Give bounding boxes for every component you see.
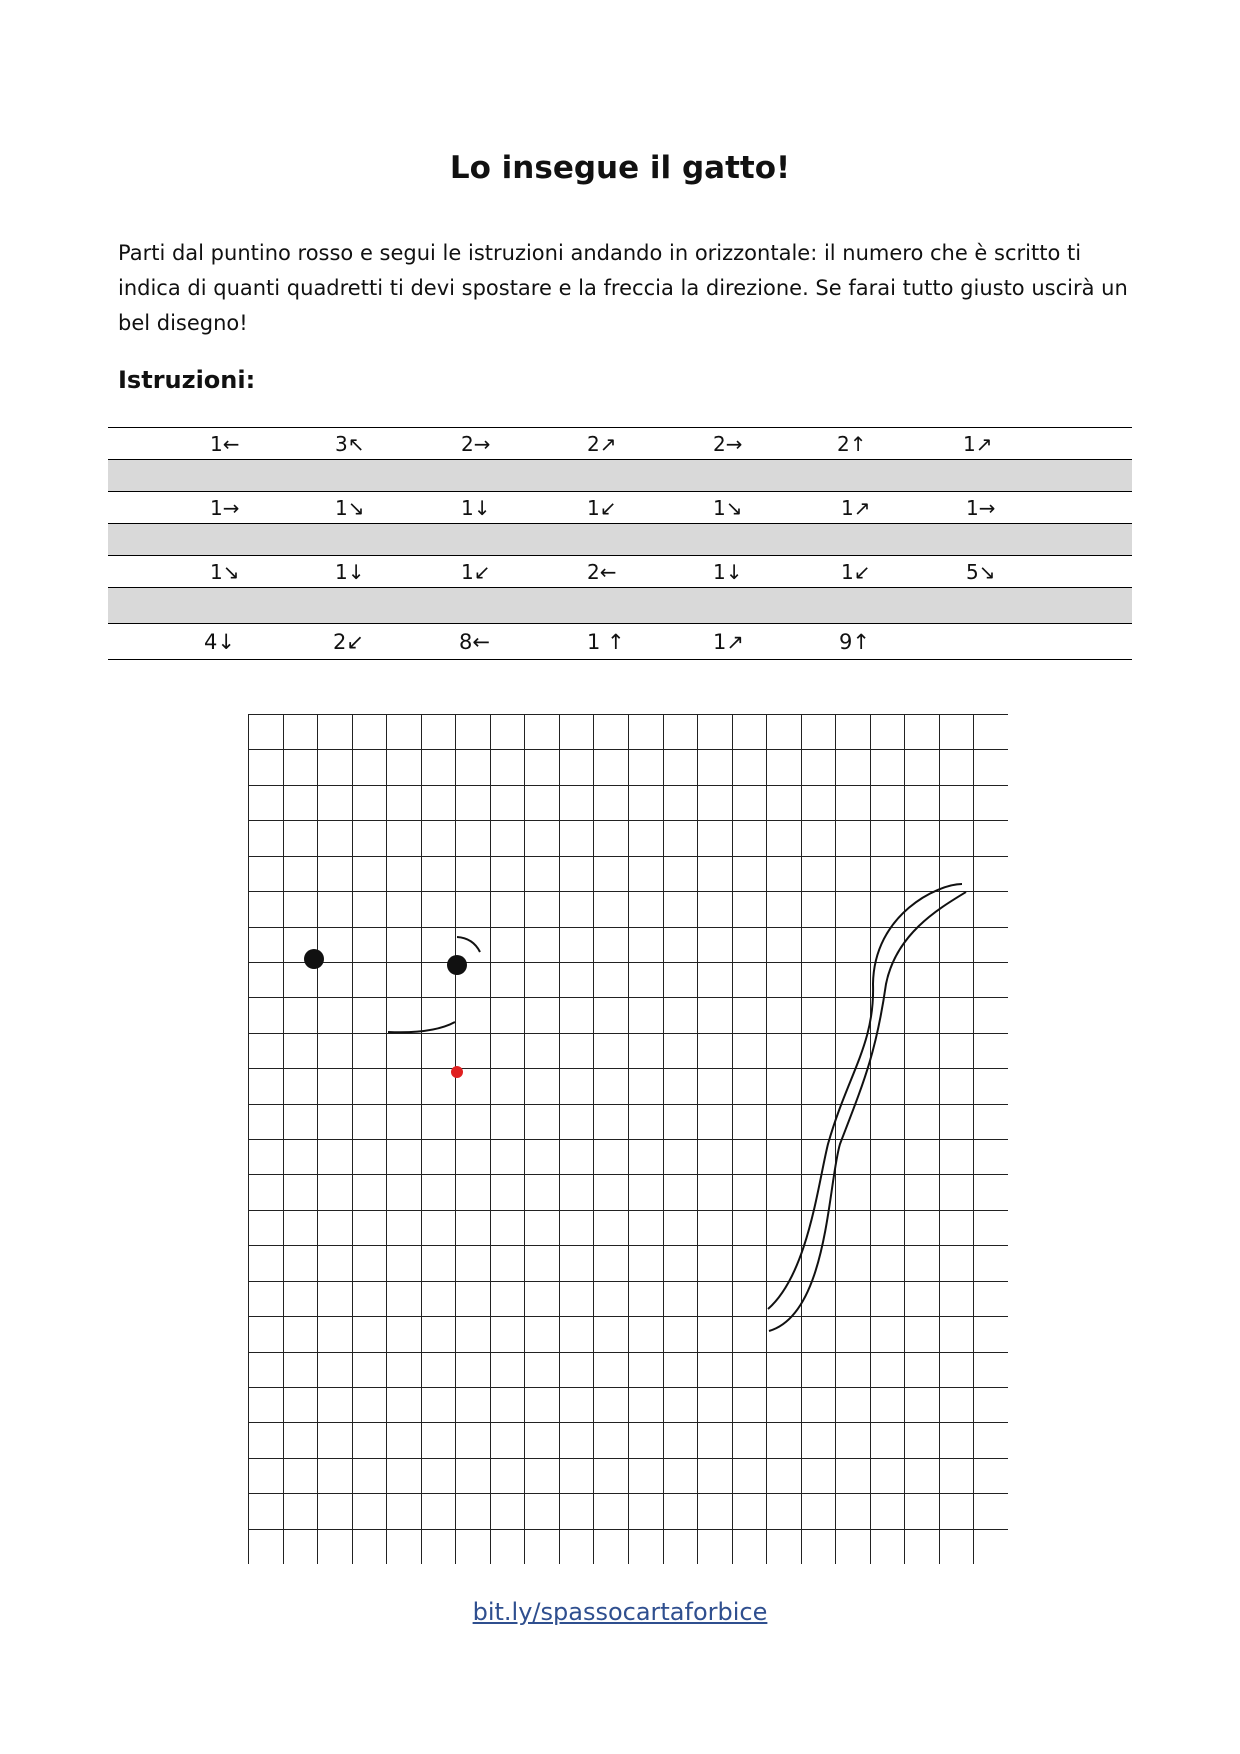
instruction-cell: 2↑ — [837, 432, 867, 456]
footer-link[interactable]: bit.ly/spassocartaforbice — [472, 1598, 768, 1626]
instruction-cell: 1→ — [210, 496, 240, 520]
tail-line-inner — [769, 892, 966, 1331]
instruction-cell: 1↘ — [335, 496, 365, 520]
instruction-cell: 1↗ — [963, 432, 993, 456]
instruction-cell: 2↗ — [587, 432, 617, 456]
instruction-cell: 1↓ — [335, 560, 365, 584]
instruction-row — [108, 623, 1132, 660]
instruction-cell: 1↙ — [461, 560, 491, 584]
instructions-heading: Istruzioni: — [118, 366, 256, 394]
instruction-cell: 3↖ — [335, 432, 365, 456]
instruction-cell: 1↘ — [713, 496, 743, 520]
cat-ear-curve — [457, 937, 480, 952]
instruction-cell: 1↗ — [841, 496, 871, 520]
instruction-cell: 2← — [587, 560, 617, 584]
instruction-cell: 1↗ — [713, 630, 744, 654]
cat-eye-right — [447, 955, 467, 975]
instruction-spacer — [108, 459, 1132, 491]
instruction-row — [108, 491, 1132, 523]
instruction-cell: 2→ — [461, 432, 491, 456]
instruction-cell: 1→ — [966, 496, 996, 520]
instruction-cell: 1↘ — [210, 560, 240, 584]
instruction-cell: 1 ↑ — [587, 630, 625, 654]
instruction-cell: 1↓ — [461, 496, 491, 520]
page-title: Lo insegue il gatto! — [449, 150, 791, 186]
instruction-spacer — [108, 587, 1132, 623]
instruction-cell: 1↙ — [587, 496, 617, 520]
instruction-cell: 1← — [210, 432, 240, 456]
instruction-cell: 1↙ — [841, 560, 871, 584]
grid-svg — [248, 714, 1008, 1564]
instruction-cell: 2↙ — [333, 630, 364, 654]
instruction-cell: 5↘ — [966, 560, 996, 584]
instruction-cell: 1↓ — [713, 560, 743, 584]
grid-lines — [248, 714, 1008, 1564]
instruction-row — [108, 427, 1132, 459]
intro-text: Parti dal puntino rosso e segui le istruzioni andando in orizzontale: il numero che è scritto ti indica di quanti quadretti ti devi spostare e la freccia la direzione. Se farai tutto giusto uscirà un bel disegno! — [118, 241, 1128, 335]
instruction-spacer — [108, 523, 1132, 555]
instruction-cell: 9↑ — [839, 630, 870, 654]
drawing-grid — [248, 714, 1008, 1568]
instruction-row — [108, 555, 1132, 587]
instruction-cell: 4↓ — [204, 630, 235, 654]
cat-eye-left — [304, 949, 324, 969]
cat-drawing — [304, 884, 966, 1331]
instruction-cell: 8← — [459, 630, 490, 654]
instruction-cell: 2→ — [713, 432, 743, 456]
start-dot — [451, 1066, 463, 1078]
instructions-table — [108, 427, 1132, 660]
